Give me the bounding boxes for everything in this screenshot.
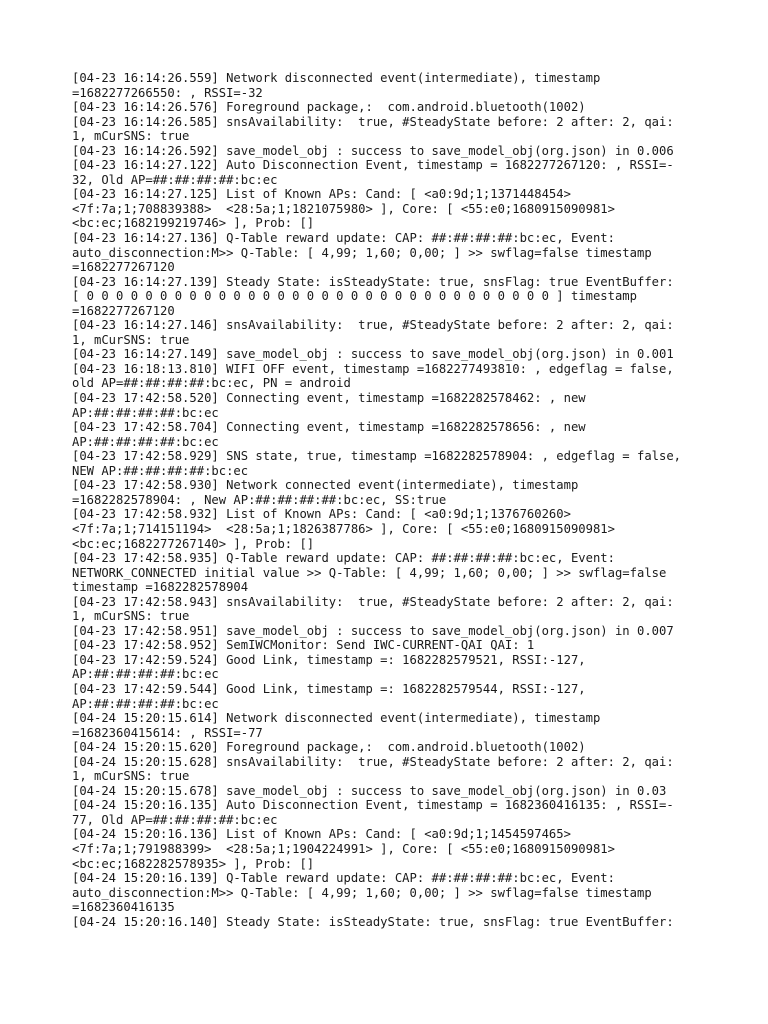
- log-line: [ 0 0 0 0 0 0 0 0 0 0 0 0 0 0 0 0 0 0 0 0 0 0 0 0 0 0 0 0 0 0 0 0 ] timestamp: [72, 289, 637, 304]
- log-line: [04-23 17:42:58.935] Q-Table reward update: CAP: ##:##:##:##:bc:ec, Event:: [72, 551, 615, 566]
- log-line: old AP=##:##:##:##:bc:ec, PN = android: [72, 376, 351, 391]
- log-line: [04-24 15:20:16.135] Auto Disconnection Event, timestamp = 1682360416135: , RSSI=-: [72, 798, 674, 813]
- log-line: [04-23 17:42:58.952] SemIWCMonitor: Send IWC-CURRENT-QAI QAI: 1: [72, 638, 535, 653]
- log-line: [04-23 17:42:59.544] Good Link, timestamp =: 1682282579544, RSSI:-127,: [72, 681, 586, 696]
- log-line: [04-23 16:14:26.576] Foreground package,: com.android.bluetooth(1002): [72, 100, 586, 115]
- log-line: [04-24 15:20:16.139] Q-Table reward update: CAP: ##:##:##:##:bc:ec, Event:: [72, 871, 615, 886]
- log-line: [04-23 16:18:13.810] WIFI OFF event, timestamp =1682277493810: , edgeflag = false,: [72, 361, 674, 376]
- log-line: =1682282578904: , New AP:##:##:##:##:bc:ec, SS:true: [72, 492, 447, 507]
- log-line: timestamp =1682282578904: [72, 580, 249, 595]
- log-line: [04-24 15:20:16.140] Steady State: isSteadyState: true, snsFlag: true EventBuffer:: [72, 914, 674, 929]
- log-line: [04-24 15:20:15.628] snsAvailability: true, #SteadyState before: 2 after: 2, qai:: [72, 754, 674, 769]
- log-line: <bc:ec;1682277267140> ], Prob: []: [72, 536, 315, 551]
- log-line: <7f:7a;1;714151194> <28:5a;1;1826387786> ], Core: [ <55:e0;1680915090981>: [72, 521, 615, 536]
- log-line: [04-23 17:42:58.704] Connecting event, timestamp =1682282578656: , new: [72, 420, 586, 435]
- log-document: [72, 71, 712, 929]
- log-line: <7f:7a;1;791988399> <28:5a;1;1904224991> ], Core: [ <55:e0;1680915090981>: [72, 841, 615, 856]
- log-line: [04-23 17:42:58.929] SNS state, true, timestamp =1682282578904: , edgeflag = false,: [72, 449, 682, 464]
- log-line: [04-24 15:20:15.678] save_model_obj : success to save_model_obj(org.json) in 0.03: [72, 783, 667, 798]
- log-line: <bc:ec;1682199219746> ], Prob: []: [72, 216, 315, 231]
- log-line: [04-23 16:14:27.125] List of Known APs: Cand: [ <a0:9d;1;1371448454>: [72, 187, 571, 202]
- log-line: [04-23 17:42:58.951] save_model_obj : success to save_model_obj(org.json) in 0.007: [72, 623, 674, 638]
- log-line: [04-23 17:42:58.930] Network connected event(intermediate), timestamp: [72, 478, 579, 493]
- log-line: AP:##:##:##:##:bc:ec: [72, 667, 219, 682]
- log-line: <bc:ec;1682282578935> ], Prob: []: [72, 856, 315, 871]
- log-line: AP:##:##:##:##:bc:ec: [72, 434, 219, 449]
- log-line: AP:##:##:##:##:bc:ec: [72, 405, 219, 420]
- log-line: [04-23 16:14:27.149] save_model_obj : success to save_model_obj(org.json) in 0.001: [72, 347, 674, 362]
- log-line: AP:##:##:##:##:bc:ec: [72, 696, 219, 711]
- log-line: [04-23 17:42:58.520] Connecting event, timestamp =1682282578462: , new: [72, 391, 586, 406]
- log-line: NEW AP:##:##:##:##:bc:ec: [72, 463, 249, 478]
- log-line: [04-23 17:42:59.524] Good Link, timestamp =: 1682282579521, RSSI:-127,: [72, 652, 586, 667]
- log-line: 32, Old AP=##:##:##:##:bc:ec: [72, 172, 278, 187]
- log-line: [04-23 16:14:26.585] snsAvailability: true, #SteadyState before: 2 after: 2, qai:: [72, 114, 674, 129]
- log-line: [04-23 16:14:27.122] Auto Disconnection Event, timestamp = 1682277267120: , RSSI=-: [72, 158, 674, 173]
- log-line: NETWORK_CONNECTED initial value >> Q-Table: [ 4,99; 1,60; 0,00; ] >> swflag=false: [72, 565, 667, 580]
- log-line: =1682277267120: [72, 260, 175, 275]
- log-line: 1, mCurSNS: true: [72, 332, 190, 347]
- log-line: [04-24 15:20:15.614] Network disconnected event(intermediate), timestamp: [72, 711, 601, 726]
- log-line: [04-23 16:14:26.559] Network disconnected event(intermediate), timestamp: [72, 71, 601, 85]
- log-line: 77, Old AP=##:##:##:##:bc:ec: [72, 812, 278, 827]
- log-line: 1, mCurSNS: true: [72, 129, 190, 144]
- log-line: [04-23 16:14:27.146] snsAvailability: true, #SteadyState before: 2 after: 2, qai:: [72, 318, 674, 333]
- log-line: =1682277266550: , RSSI=-32: [72, 85, 263, 100]
- log-line: [04-23 17:42:58.932] List of Known APs: Cand: [ <a0:9d;1;1376760260>: [72, 507, 571, 522]
- log-line: 1, mCurSNS: true: [72, 769, 190, 784]
- log-line: <7f:7a;1;708839388> <28:5a;1;1821075980> ], Core: [ <55:e0;1680915090981>: [72, 201, 615, 216]
- log-line: =1682360415614: , RSSI=-77: [72, 725, 263, 740]
- log-line: =1682277267120: [72, 303, 175, 318]
- log-line: [04-23 16:14:27.139] Steady State: isSteadyState: true, snsFlag: true EventBuffer:: [72, 274, 674, 289]
- log-line: auto_disconnection:M>> Q-Table: [ 4,99; 1,60; 0,00; ] >> swflag=false timestamp: [72, 885, 652, 900]
- log-line: =1682360416135: [72, 900, 175, 915]
- log-line: auto_disconnection:M>> Q-Table: [ 4,99; 1,60; 0,00; ] >> swflag=false timestamp: [72, 245, 652, 260]
- log-line: [04-24 15:20:15.620] Foreground package,: com.android.bluetooth(1002): [72, 740, 586, 755]
- log-line: [04-23 16:14:26.592] save_model_obj : success to save_model_obj(org.json) in 0.006: [72, 143, 674, 158]
- log-line: 1, mCurSNS: true: [72, 609, 190, 624]
- log-line: [04-23 16:14:27.136] Q-Table reward update: CAP: ##:##:##:##:bc:ec, Event:: [72, 231, 615, 246]
- log-line: [04-23 17:42:58.943] snsAvailability: true, #SteadyState before: 2 after: 2, qai:: [72, 594, 674, 609]
- log-line: [04-24 15:20:16.136] List of Known APs: Cand: [ <a0:9d;1;1454597465>: [72, 827, 571, 842]
